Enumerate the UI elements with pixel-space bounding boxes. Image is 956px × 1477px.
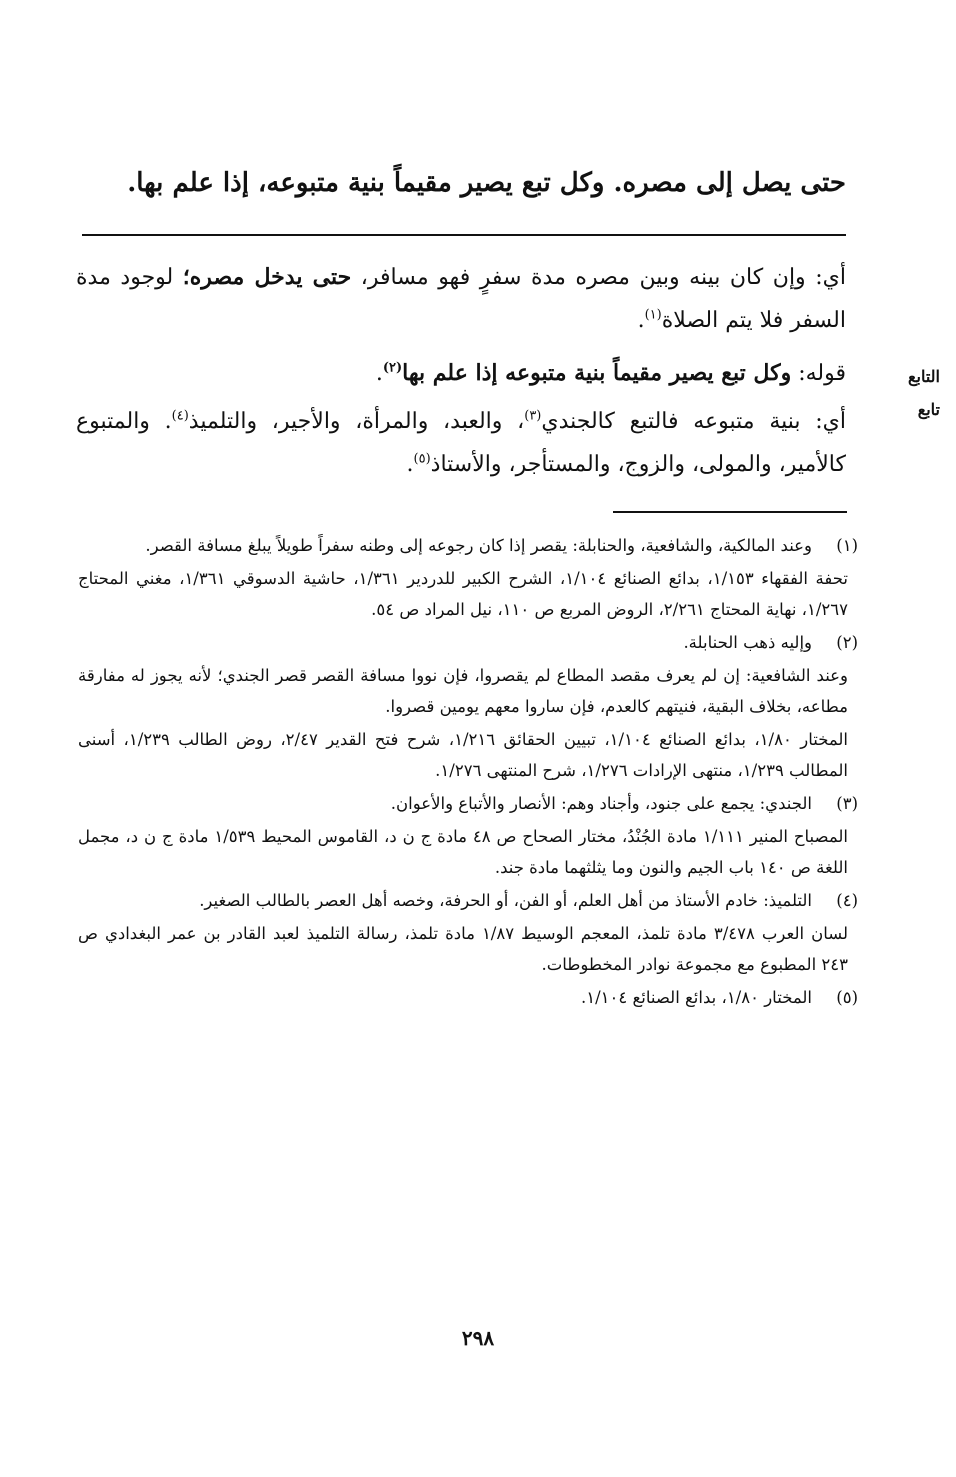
footnote-text: وإليه ذهب الحنابلة. [683,633,812,652]
p3-text-a: أي: بنية متبوعه فالتبع كالجندي [541,409,846,434]
p3-text-b: ، والعبد، والمرأة، والأجير، والتلميذ [188,409,525,434]
footnote-ref-4[interactable]: (٤) [171,408,189,424]
footnote-text: التلميذ: خادم الأستاذ من أهل العلم، أو الفن، أو الحرفة، وخصه أهل العصر بالطالب الصغير. [199,891,812,910]
footnote-text: الجندي: يجمع على جنود، وأجناد وهم: الأنصار والأتباع والأعوان. [390,794,812,813]
footnote-number: (٥) [836,988,858,1007]
header-divider [82,234,846,236]
footnote-1 [78,530,858,561]
p2-bold: وكل تبع يصير مقيماً بنية متبوعه إذا علم بها [402,360,792,386]
body-paragraph-3 [76,400,846,486]
p1-bold: حتى يدخل مصره؛ [182,264,352,290]
footnote-text: المختار ١/٨٠، بدائع الصنائع ١/١٠٤. [580,988,812,1007]
footnote-source: تحفة الفقهاء ١/١٥٣، بدائع الصنائع ١/١٠٤، الشرح الكبير للدردير ١/٣٦١، حاشية الدسوقي ١/٣٦١، مغني المحتاج ١/٢٦٧، نهاية المحتاج ٢/٢٦١، الروض المربع ص ١١٠، نيل المراد ص ٥٤. [78,569,848,619]
footnote-divider [613,511,847,513]
footnotes-section [78,530,858,1015]
p2-end: . [375,361,383,386]
margin-note-1: التابع [908,367,940,386]
p3-end: . [406,452,414,477]
footnote-ref-2[interactable]: (٢) [382,360,403,376]
page-number: ٢٩٨ [461,1326,495,1350]
body-paragraph-1 [76,256,846,342]
p1-end: . [637,308,645,333]
footnote-ref-5[interactable]: (٥) [413,451,431,467]
p1-text-a: أي: وإن كان بينه وبين مصره مدة سفرٍ فهو مسافر، [351,265,846,290]
footnote-source: لسان العرب ٣/٤٧٨ مادة تلمذ، المعجم الوسيط ١/٨٧ مادة تلمذ، رسالة التلميذ لعبد القادر بن عمر البغدادي ص ٢٤٣ المطبوع مع مجموعة نوادر المخطوطات. [78,924,848,974]
footnote-ref-3[interactable]: (٣) [524,408,542,424]
footnote-number: (٣) [836,794,858,813]
footnote-5 [78,982,858,1013]
p1-text-b: لوجود مدة السفر فلا يتم الصلاة [76,265,846,333]
footnote-number: (٢) [836,633,858,652]
footnote-source: المختار ١/٨٠، بدائع الصنائع ١/١٠٤، تبيين الحقائق ١/٢١٦، شرح فتح القدير ٢/٤٧، روض الطالب ١/٢٣٩، أسنى المطالب ١/٢٣٩، منتهى الإرادات ١/٢٧٦، شرح المنتهى ١/٢٧٦. [78,730,849,780]
footnote-note: وعند الشافعية: إن لم يعرف مقصد المطاع لم يقصروا، فإن نووا مسافة القصر قصر الجندي؛ لأنه يجوز له مفارقة مطاعه، بخلاف البقية، فنيتهم كالعدم، فإن ساروا معهم يومين قصروا. [78,666,848,716]
page-header-text: حتى يصل إلى مصره. وكل تبع يصير مقيماً بنية متبوعه، إذا علم بها. [127,168,846,198]
footnote-ref-1[interactable]: (١) [644,307,662,323]
footnote-source: المصباح المنير ١/١١١ مادة الجُنْدُ، مختار الصحاح ص ٤٨ مادة ج ن د، القاموس المحيط ١/٥٣٩ مادة ج ن د، مجمل اللغة ص ١٤٠ باب الجيم والنون وما يثلثهما مادة جند. [78,827,848,877]
margin-note-2: تابع [917,400,940,419]
p3-text-c: . والمتبوع كالأمير، والمولى، والزوج، والمستأجر، والأستاذ [76,409,846,477]
footnote-number: (٤) [836,891,858,910]
footnote-number: (١) [836,536,858,555]
footnote-4 [78,885,858,916]
footnote-2 [78,627,858,658]
footnote-3 [78,788,858,819]
body-paragraph-2 [76,352,846,395]
footnote-text: وعند المالكية، والشافعية، والحنابلة: يقصر إذا كان رجوعه إلى وطنه سفراً طويلاً يبلغ مسافة القصر. [145,536,812,555]
p2-lead: قوله: [791,361,846,386]
